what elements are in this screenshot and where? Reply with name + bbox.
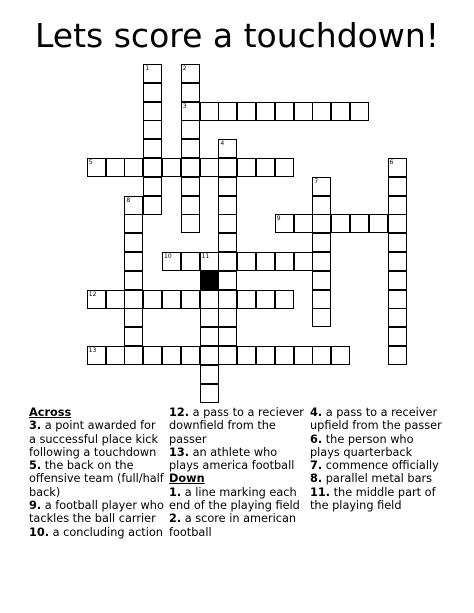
grid-cell[interactable] — [162, 346, 181, 365]
grid-cell[interactable] — [331, 346, 350, 365]
grid-cell[interactable] — [275, 290, 294, 309]
grid-cell[interactable] — [200, 158, 219, 177]
clues-column-1 — [29, 406, 164, 539]
grid-cell[interactable] — [294, 214, 313, 233]
grid-cell[interactable] — [294, 102, 313, 121]
clue-item-number: 4. — [310, 406, 323, 419]
clue-number-label: 13 — [88, 347, 97, 354]
grid-cell[interactable] — [350, 214, 369, 233]
down-heading: Down — [169, 472, 205, 486]
grid-cell[interactable] — [388, 252, 407, 271]
grid-cell[interactable] — [256, 158, 275, 177]
clue-number-label: 10 — [164, 253, 172, 260]
grid-cell[interactable] — [237, 346, 256, 365]
grid-cell[interactable] — [388, 346, 407, 365]
grid-cell[interactable] — [218, 177, 237, 196]
grid-cell[interactable] — [124, 346, 143, 365]
grid-cell[interactable] — [312, 214, 331, 233]
grid-cell[interactable] — [256, 102, 275, 121]
clue-item-number: 3. — [29, 419, 42, 433]
grid-cell[interactable] — [256, 290, 275, 309]
grid-cell[interactable] — [218, 308, 237, 327]
grid-cell[interactable] — [256, 252, 275, 271]
clue-item-number: 11. — [310, 485, 331, 499]
clue-item-text: parallel metal bars — [322, 472, 433, 486]
grid-cell[interactable] — [181, 252, 200, 271]
grid-cell[interactable] — [312, 290, 331, 309]
grid-cell[interactable] — [124, 308, 143, 327]
grid-cell[interactable] — [388, 290, 407, 309]
grid-cell[interactable] — [312, 271, 331, 290]
grid-cell[interactable] — [87, 158, 106, 177]
clue-item-text: commence officially — [322, 459, 439, 473]
grid-cell[interactable] — [124, 233, 143, 252]
clue-number-label: 9 — [276, 215, 281, 223]
clue-item-number: 2. — [169, 512, 182, 526]
grid-cell[interactable] — [237, 252, 256, 271]
clue-item-text: a pass to a reciever downfield from the passer — [169, 406, 304, 446]
grid-cell[interactable] — [181, 64, 200, 83]
clue-number-label: 11 — [201, 253, 210, 260]
grid-cell[interactable] — [312, 196, 331, 215]
grid-cell[interactable] — [124, 252, 143, 271]
grid-cell[interactable] — [237, 290, 256, 309]
grid-cell[interactable] — [124, 158, 143, 177]
grid-cell[interactable] — [143, 290, 162, 309]
clue-item — [29, 526, 164, 539]
grid-cell[interactable] — [388, 308, 407, 327]
grid-cell[interactable] — [181, 139, 200, 158]
clue-item-text: the back on the offensive team (full/half back) — [29, 459, 164, 499]
grid-cell[interactable] — [143, 64, 162, 83]
clue-item-text: a point awarded for a successful place kick following a touchdown — [29, 419, 158, 459]
clue-item — [169, 406, 304, 446]
clue-item — [29, 419, 164, 459]
clue-number-label: 8 — [126, 196, 131, 204]
clue-item — [310, 472, 446, 485]
grid-cell[interactable] — [312, 177, 331, 196]
grid-cell[interactable] — [275, 102, 294, 121]
grid-cell[interactable] — [294, 252, 313, 271]
clue-item — [29, 499, 164, 526]
grid-cell[interactable] — [312, 233, 331, 252]
grid-cell[interactable] — [143, 196, 162, 215]
grid-cell[interactable] — [106, 346, 125, 365]
grid-cell[interactable] — [181, 214, 200, 233]
grid-cell[interactable] — [388, 327, 407, 346]
clue-item — [29, 459, 164, 499]
clue-item-number: 1. — [169, 485, 182, 499]
grid-cell[interactable] — [181, 346, 200, 365]
grid-cell[interactable] — [181, 83, 200, 102]
grid-cell[interactable] — [200, 327, 219, 346]
clue-number-label: 7 — [314, 177, 319, 185]
grid-cell[interactable] — [181, 120, 200, 139]
down-clue-list — [169, 486, 304, 539]
grid-cell[interactable] — [200, 290, 219, 309]
clue-item — [310, 459, 446, 472]
grid-cell[interactable] — [143, 83, 162, 102]
clues-column-3 — [310, 406, 446, 512]
grid-cell[interactable] — [312, 346, 331, 365]
clue-item-text: an athlete who plays america football — [169, 445, 295, 473]
grid-cell[interactable] — [124, 214, 143, 233]
grid-cell[interactable] — [388, 158, 407, 177]
grid-cell[interactable] — [87, 290, 106, 309]
grid-cell[interactable] — [200, 365, 219, 384]
grid-cell[interactable] — [388, 271, 407, 290]
clue-item — [310, 486, 446, 513]
grid-cell[interactable] — [162, 252, 181, 271]
grid-cell[interactable] — [218, 271, 237, 290]
grid-cell[interactable] — [162, 158, 181, 177]
grid-cell[interactable] — [218, 252, 237, 271]
clue-item-text: a pass to a receiver upfield from the passer — [310, 406, 442, 433]
grid-cell[interactable] — [162, 290, 181, 309]
clue-item-number: 13. — [169, 445, 190, 459]
grid-cell[interactable] — [218, 233, 237, 252]
clue-item — [310, 433, 446, 460]
grid-cell[interactable] — [388, 196, 407, 215]
clue-item-text: a line marking each end of the playing field — [169, 485, 300, 513]
clue-item — [169, 446, 304, 473]
grid-cell[interactable] — [294, 346, 313, 365]
clue-item — [169, 486, 304, 513]
grid-cell[interactable] — [200, 308, 219, 327]
grid-cell[interactable] — [218, 139, 237, 158]
grid-cell[interactable] — [312, 252, 331, 271]
grid-cell[interactable] — [200, 102, 219, 121]
clue-item-number: 8. — [310, 472, 323, 486]
grid-cell[interactable] — [256, 346, 275, 365]
grid-cell[interactable] — [388, 177, 407, 196]
grid-cell[interactable] — [369, 214, 388, 233]
grid-cell[interactable] — [143, 177, 162, 196]
grid-cell[interactable] — [218, 102, 237, 121]
grid-cell[interactable] — [218, 327, 237, 346]
grid-cell[interactable] — [143, 158, 162, 177]
grid-cell[interactable] — [181, 196, 200, 215]
clue-item-text: the person who plays quarterback — [310, 432, 414, 459]
puzzle-title: Lets score a touchdown! — [35, 16, 439, 55]
grid-cell[interactable] — [331, 214, 350, 233]
grid-cell[interactable] — [200, 252, 219, 271]
grid-cell[interactable] — [200, 384, 219, 403]
grid-cell[interactable] — [218, 158, 237, 177]
clue-item-number: 7. — [310, 459, 323, 473]
grid-cell[interactable] — [218, 214, 237, 233]
grid-cell[interactable] — [143, 139, 162, 158]
grid-cell[interactable] — [181, 177, 200, 196]
grid-cell[interactable] — [237, 158, 256, 177]
grid-cell[interactable] — [124, 271, 143, 290]
grid-cell[interactable] — [388, 214, 407, 233]
grid-cell[interactable] — [275, 158, 294, 177]
clue-item — [310, 406, 446, 433]
clue-item-text: a score in american football — [169, 512, 297, 539]
clue-item-number: 5. — [29, 459, 42, 473]
grid-cell[interactable] — [218, 290, 237, 309]
grid-cell[interactable] — [275, 252, 294, 271]
grid-cell[interactable] — [106, 290, 125, 309]
grid-cell[interactable] — [388, 233, 407, 252]
grid-cell[interactable] — [181, 290, 200, 309]
grid-cell[interactable] — [181, 158, 200, 177]
grid-cell[interactable] — [275, 214, 294, 233]
down-clue-list-continued — [310, 406, 446, 512]
clues-column-2 — [169, 406, 304, 539]
clue-number-label: 2 — [182, 65, 187, 72]
grid-cell[interactable] — [124, 290, 143, 309]
grid-cell[interactable] — [143, 120, 162, 139]
grid-cell[interactable] — [331, 102, 350, 121]
grid-cell[interactable] — [312, 308, 331, 327]
clue-item-text: a concluding action — [49, 525, 163, 539]
black-square — [200, 271, 219, 290]
clue-item-number: 10. — [29, 525, 50, 539]
across-clue-list-continued — [169, 406, 304, 472]
grid-cell[interactable] — [218, 346, 237, 365]
clue-item-text: the middle part of the playing field — [310, 485, 436, 513]
grid-cell[interactable] — [181, 102, 200, 121]
clue-number-label: 3 — [182, 102, 187, 110]
grid-cell[interactable] — [143, 346, 162, 365]
grid-cell[interactable] — [237, 102, 256, 121]
grid-cell[interactable] — [87, 346, 106, 365]
clue-number-label: 5 — [88, 159, 93, 166]
clue-item-number: 9. — [29, 499, 42, 513]
clue-item-number: 6. — [310, 432, 323, 446]
grid-cell[interactable] — [124, 196, 143, 215]
grid-cell[interactable] — [124, 327, 143, 346]
clue-number-label: 6 — [389, 159, 394, 166]
grid-cell[interactable] — [200, 346, 219, 365]
clue-number-label: 4 — [220, 140, 225, 148]
grid-cell[interactable] — [275, 346, 294, 365]
grid-cell[interactable] — [350, 102, 369, 121]
grid-cell[interactable] — [143, 102, 162, 121]
across-clue-list — [29, 419, 164, 539]
grid-cell[interactable] — [218, 196, 237, 215]
grid-cell[interactable] — [106, 158, 125, 177]
across-heading: Across — [29, 406, 72, 419]
clue-item-text: a football player who tackles the ball carrier — [29, 499, 164, 526]
clue-item — [169, 512, 304, 539]
grid-cell[interactable] — [312, 102, 331, 121]
clue-item-number: 12. — [169, 406, 190, 419]
clue-number-label: 12 — [88, 290, 97, 298]
clue-number-label: 1 — [145, 65, 150, 72]
